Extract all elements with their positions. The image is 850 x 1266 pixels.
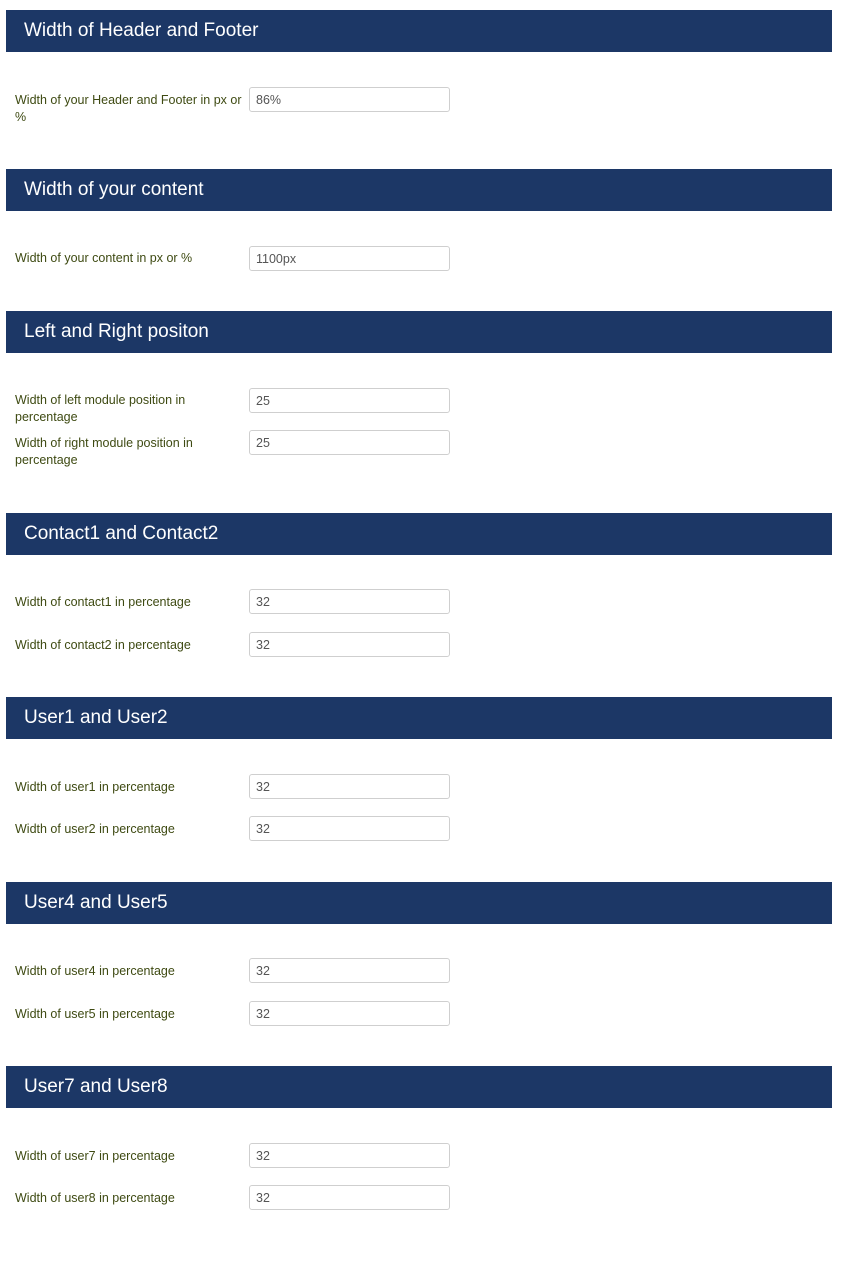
content-width-input[interactable]	[249, 246, 450, 271]
field-label: Width of user7 in percentage	[15, 1149, 175, 1163]
user8-width-input[interactable]	[249, 1185, 450, 1210]
field-label: Width of user8 in percentage	[15, 1191, 175, 1205]
user2-width-input[interactable]	[249, 816, 450, 841]
contact2-width-input[interactable]	[249, 632, 450, 657]
field-label: Width of your content in px or %	[15, 251, 193, 265]
user7-width-input[interactable]	[249, 1143, 450, 1168]
section-header-user1-user2: User1 and User2	[6, 697, 832, 739]
right-module-width-input[interactable]	[249, 430, 450, 455]
contact1-width-input[interactable]	[249, 589, 450, 614]
field-label: Width of user2 in percentage	[15, 822, 175, 836]
section-header-contact: Contact1 and Contact2	[6, 513, 832, 555]
left-module-width-input[interactable]	[249, 388, 450, 413]
section-header-user4-user5: User4 and User5	[6, 882, 832, 924]
section-header-content: Width of your content	[6, 169, 832, 211]
user1-width-input[interactable]	[249, 774, 450, 799]
field-label: Width of contact2 in percentage	[15, 638, 191, 652]
header-footer-width-input[interactable]	[249, 87, 450, 112]
section-header-header-footer: Width of Header and Footer	[6, 10, 832, 52]
field-label: Width of right module position in percentage	[15, 436, 193, 467]
field-label: Width of user1 in percentage	[15, 780, 175, 794]
field-label: Width of user5 in percentage	[15, 1007, 175, 1021]
section-header-user7-user8: User7 and User8	[6, 1066, 832, 1108]
user5-width-input[interactable]	[249, 1001, 450, 1026]
section-header-left-right: Left and Right positon	[6, 311, 832, 353]
field-label: Width of left module position in percentage	[15, 393, 186, 424]
field-label: Width of user4 in percentage	[15, 964, 175, 978]
field-label: Width of contact1 in percentage	[15, 595, 191, 609]
field-label: Width of your Header and Footer in px or %	[15, 93, 242, 124]
user4-width-input[interactable]	[249, 958, 450, 983]
